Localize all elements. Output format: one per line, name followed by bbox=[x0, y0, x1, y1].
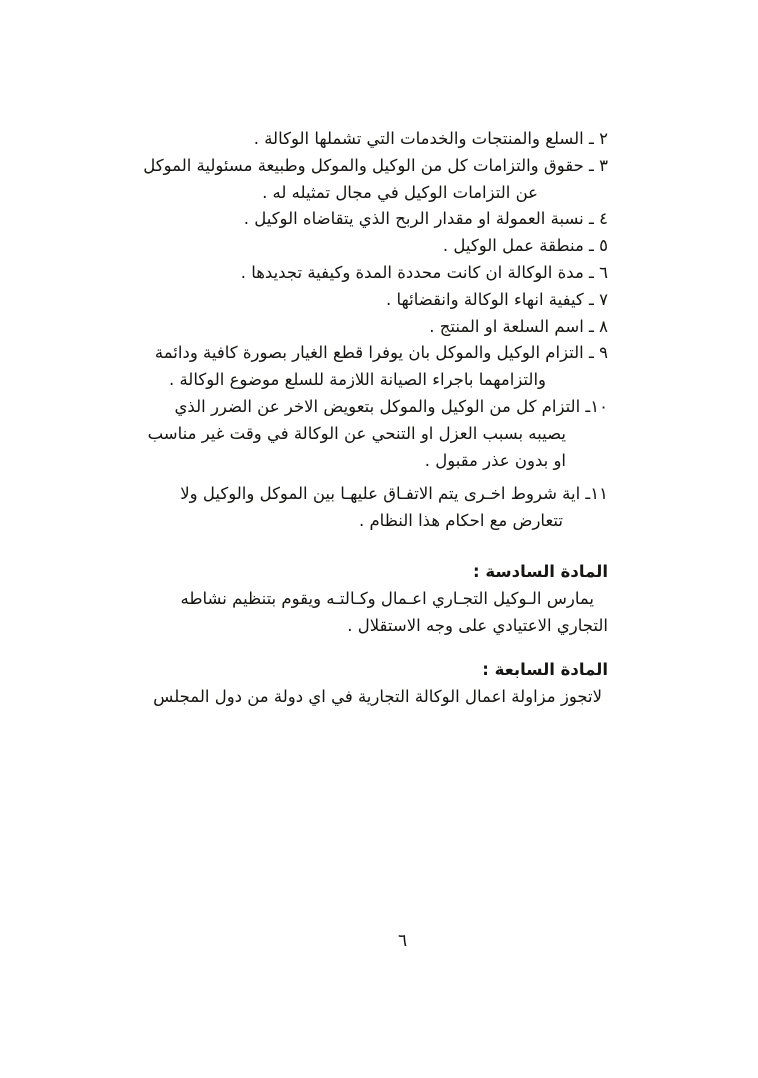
list-item bbox=[146, 233, 608, 260]
list-item bbox=[146, 260, 608, 287]
item-text: اسم السلعة او المنتج . bbox=[429, 316, 584, 336]
item-text: اية شروط اخـرى يتم الاتفـاق عليهـا بين الموكل والوكيل ولا bbox=[180, 484, 581, 504]
item-line bbox=[146, 260, 608, 287]
item-number: ٩ ـ bbox=[589, 343, 608, 363]
item-number: ٢ ـ bbox=[589, 129, 608, 148]
item-line bbox=[146, 287, 608, 314]
item-text: السلع والمنتجات والخدمات التي تشملها الوكالة . bbox=[253, 129, 584, 148]
item-text: التزام كل من الوكيل والموكل بتعويض الاخر عن الضرر الذي bbox=[174, 396, 581, 416]
item-line bbox=[146, 394, 608, 421]
section-article-seven bbox=[146, 657, 608, 711]
item-number: ١١ـ bbox=[585, 484, 608, 504]
list-item bbox=[146, 481, 608, 535]
item-line bbox=[146, 314, 608, 341]
section-heading: المادة السابعة : bbox=[482, 660, 608, 680]
list-item bbox=[146, 314, 608, 341]
paragraph-line: لاتجوز مزاولة اعمال الوكالة التجارية في اي دولة من دول المجلس bbox=[153, 687, 602, 707]
list-item bbox=[146, 394, 608, 474]
page-number: ٦ bbox=[398, 931, 408, 951]
document-body bbox=[143, 126, 608, 711]
item-number: ١٠ـ bbox=[585, 396, 608, 416]
item-number: ٣ ـ bbox=[589, 155, 608, 175]
item-text: منطقة عمل الوكيل . bbox=[442, 236, 584, 256]
list-item bbox=[146, 126, 608, 153]
item-text: مدة الوكالة ان كانت محددة المدة وكيفية تجديدها . bbox=[240, 262, 584, 282]
item-line bbox=[146, 481, 608, 508]
item-line: والتزامهما باجراء الصيانة اللازمة للسلع موضوع الوكالة . bbox=[168, 370, 546, 390]
list-item bbox=[146, 340, 608, 394]
item-line: يصيبه بسبب العزل او التنحي عن الوكالة في وقت غير مناسب bbox=[147, 423, 566, 443]
item-line bbox=[146, 340, 608, 367]
item-line bbox=[146, 206, 608, 233]
item-line bbox=[146, 126, 608, 153]
list-item bbox=[146, 206, 608, 233]
item-text: حقوق والتزامات كل من الوكيل والموكل وطبيعة مسئولية الموكل bbox=[143, 155, 584, 175]
paragraph-line: يمارس الـوكيل التجـاري اعـمال وكـالتـه ويقوم بتنظيم نشاطه bbox=[180, 588, 594, 608]
list-item bbox=[143, 153, 608, 207]
item-number: ٧ ـ bbox=[589, 289, 608, 309]
item-text: نسبة العمولة او مقدار الربح الذي يتقاضاه الوكيل . bbox=[243, 209, 584, 229]
item-number: ٥ ـ bbox=[589, 236, 608, 256]
paragraph-line: التجاري الاعتيادي على وجه الاستقلال . bbox=[347, 615, 608, 635]
item-line: او بدون عذر مقبول . bbox=[424, 450, 566, 470]
item-number: ٦ ـ bbox=[589, 262, 608, 282]
item-line bbox=[143, 153, 608, 180]
item-line: تتعارض مع احكام هذا النظام . bbox=[358, 511, 563, 531]
section-heading: المادة السادسة : bbox=[473, 561, 608, 581]
list-item bbox=[146, 287, 608, 314]
item-text: التزام الوكيل والموكل بان يوفرا قطع الغيار بصورة كافية ودائمة bbox=[154, 343, 584, 363]
item-line: عن التزامات الوكيل في مجال تمثيله له . bbox=[262, 182, 538, 202]
item-number: ٤ ـ bbox=[589, 209, 608, 229]
item-number: ٨ ـ bbox=[589, 316, 608, 336]
item-line bbox=[146, 233, 608, 260]
section-article-six bbox=[146, 559, 608, 639]
item-text: كيفية انهاء الوكالة وانقضائها . bbox=[386, 289, 584, 309]
